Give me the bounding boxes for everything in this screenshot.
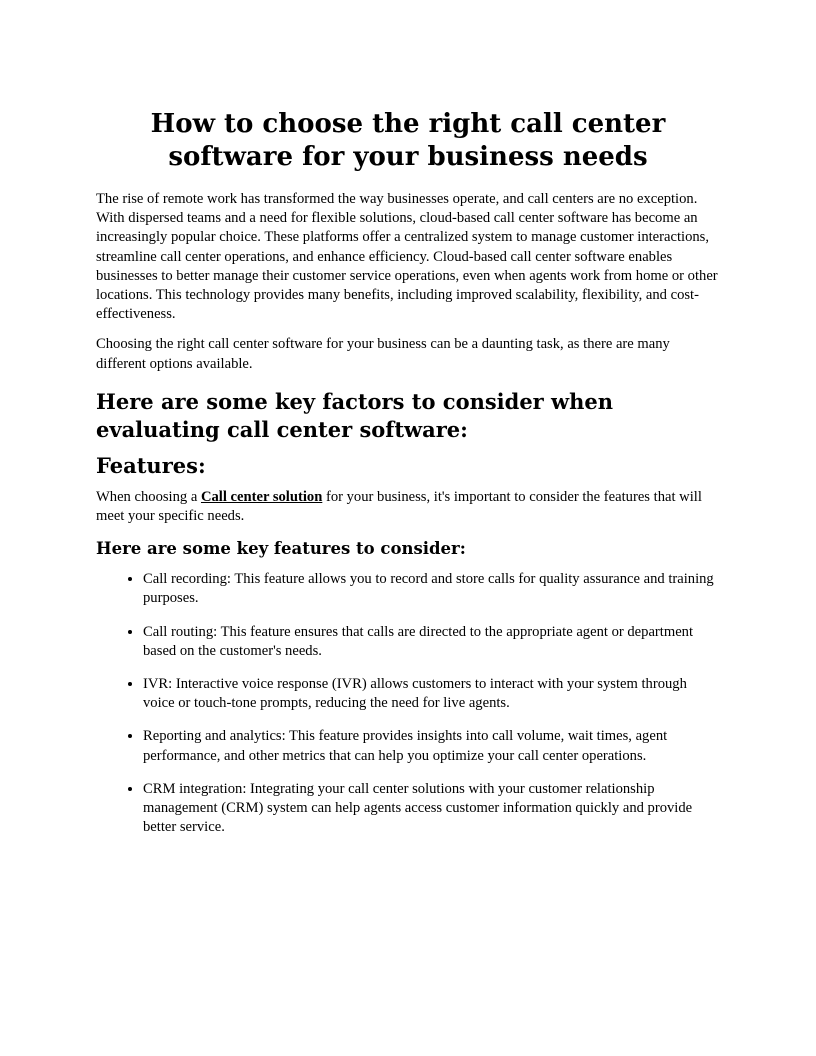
- text: for your business, it's important to consider the features that will meet your specific needs.: [96, 488, 702, 525]
- list-item: • CRM integration: Integrating your call center solutions with your customer relationship management (CRM) system can help agents access customer information quickly and provide better service.: [143, 780, 720, 838]
- list-item: • Reporting and analytics: This feature provides insights into call volume, wait times, agent performance, and other metrics that can help you optimize your call center operations.: [143, 727, 720, 765]
- list-item: • Call routing: This feature ensures that calls are directed to the appropriate agent or department based on the customer's needs.: [143, 623, 720, 661]
- page-title: How to choose the right call center software for your business needs: [150, 109, 666, 172]
- list-item: • Call recording: This feature allows you to record and store calls for quality assurance and training purposes.: [143, 570, 720, 608]
- call-center-solution-link[interactable]: Call center solution: [200, 488, 323, 505]
- options-paragraph: Choosing the right call center software for your business can be a daunting task, as there are many different options available.: [96, 336, 670, 372]
- list-item: • IVR: Interactive voice response (IVR) allows customers to interact with your system through voice or touch-tone prompts, reducing the need for live agents.: [143, 675, 720, 713]
- features-heading: Features:: [96, 452, 206, 478]
- factors-heading: Here are some key factors to consider when evaluating call center software:: [96, 388, 614, 442]
- text: When choosing a: [96, 488, 201, 505]
- key-features-heading: Here are some key features to consider:: [96, 539, 466, 559]
- intro-paragraph: The rise of remote work has transformed the way businesses operate, and call centers are no exception. With dispersed teams and a need for flexible solutions, cloud-based call center software has become an increasingly popular choice. These platforms offer a centralized system to manage customer interactions, streamline call center operations, and enhance efficiency. Cloud-based call center software enables businesses to better manage their customer service operations, even when agents work from home or other locations. This technology provides many benefits, including improved scalability, flexibility, and cost-effectiveness.: [96, 191, 718, 323]
- features-list: [96, 570, 720, 837]
- document-content: [96, 108, 720, 851]
- features-paragraph: [96, 488, 720, 526]
